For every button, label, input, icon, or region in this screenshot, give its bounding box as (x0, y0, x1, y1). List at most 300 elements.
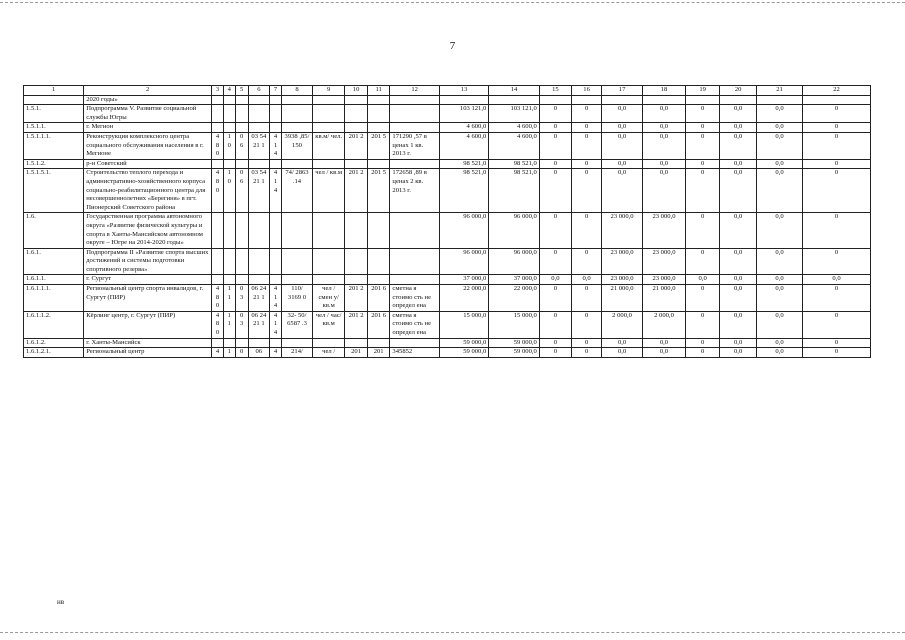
table-cell: 0 (539, 105, 571, 123)
column-number-row (24, 86, 871, 96)
table-cell (212, 159, 224, 169)
column-number-cell: 17 (602, 86, 643, 96)
table-cell: 0,0 (756, 159, 802, 169)
table-cell: 0 (572, 132, 602, 159)
table-cell (345, 213, 368, 248)
table-cell: 0,0 (720, 285, 757, 312)
row-name-cell: г. Ханты-Мансийск (84, 338, 212, 348)
table-cell: 98 521,0 (489, 159, 540, 169)
table-cell (803, 95, 871, 105)
table-cell: 0,0 (756, 169, 802, 213)
table-cell: 0 (539, 213, 571, 248)
table-cell (270, 105, 282, 123)
table-cell: 110/ 3169 0 (281, 285, 312, 312)
table-cell: 0,0 (602, 338, 643, 348)
table-row (24, 311, 871, 338)
table-cell: 0 (803, 105, 871, 123)
table-cell: 1 1 (223, 285, 235, 312)
table-cell: 4 600,0 (489, 132, 540, 159)
table-cell: 0 3 (235, 311, 248, 338)
table-cell (212, 248, 224, 275)
table-cell: 0 (685, 348, 719, 358)
table-cell: 0 (572, 311, 602, 338)
table-cell: 0 (803, 338, 871, 348)
table-cell: 201 6 (367, 285, 390, 312)
table-cell: 4 1 4 (270, 169, 282, 213)
table-cell (345, 248, 368, 275)
table-cell: 1 (223, 348, 235, 358)
table-cell (367, 95, 390, 105)
table-cell: 0 (803, 169, 871, 213)
table-cell (212, 213, 224, 248)
row-code-cell: 1.5.1. (24, 105, 84, 123)
table-cell: 0 (572, 123, 602, 133)
table-cell: 201 5 (367, 169, 390, 213)
table-cell: 06 24 21 1 (248, 311, 269, 338)
column-number-cell: 1 (24, 86, 84, 96)
table-cell: 0 (572, 348, 602, 358)
table-cell: 171290 ,57 в ценах 1 кв. 2013 г. (390, 132, 439, 159)
column-number-cell: 21 (756, 86, 802, 96)
table-cell: 59 000,0 (439, 338, 488, 348)
column-number-cell: 22 (803, 86, 871, 96)
table-cell: 0 (572, 169, 602, 213)
table-cell: 0 (685, 169, 719, 213)
table-cell: 23 000,0 (602, 275, 643, 285)
table-cell: 0 (539, 169, 571, 213)
table-cell: 0 (539, 338, 571, 348)
table-cell: 0,0 (720, 275, 757, 285)
table-cell (212, 95, 224, 105)
table-cell: 0 (685, 132, 719, 159)
table-cell (235, 248, 248, 275)
page-number: 7 (449, 40, 456, 52)
row-name-cell: Государственная программа автономного округа «Развитие физической культуры и спорта в Ханты-Мансийском автономном округе – Югре на 2014-2020 годы» (84, 213, 212, 248)
table-cell (367, 248, 390, 275)
table-cell: 4 600,0 (439, 132, 488, 159)
table-cell: 0 (539, 248, 571, 275)
row-code-cell: 1.6.1.2. (24, 338, 84, 348)
column-number-cell: 14 (489, 86, 540, 96)
table-cell: 96 000,0 (489, 248, 540, 275)
table-cell (223, 248, 235, 275)
table-cell: 0 (539, 132, 571, 159)
table-cell: 0 (803, 123, 871, 133)
table-cell: 0 (572, 285, 602, 312)
table-row (24, 123, 871, 133)
table-cell (270, 123, 282, 133)
table-cell (223, 213, 235, 248)
table-cell (345, 275, 368, 285)
table-cell (345, 159, 368, 169)
table-cell: 96 000,0 (439, 213, 488, 248)
table-cell (223, 95, 235, 105)
table-cell: 4 (270, 348, 282, 358)
table-cell (212, 338, 224, 348)
table-cell: 98 521,0 (439, 159, 488, 169)
table-cell: 0,0 (720, 132, 757, 159)
table-row (24, 248, 871, 275)
table-cell (248, 159, 269, 169)
table-cell: 4 8 0 (212, 132, 224, 159)
table-cell: 0 (803, 311, 871, 338)
table-cell (390, 123, 439, 133)
table-cell (248, 213, 269, 248)
column-number-cell: 10 (345, 86, 368, 96)
column-number-cell: 12 (390, 86, 439, 96)
table-cell: 22 000,0 (489, 285, 540, 312)
table-cell (248, 123, 269, 133)
table-cell: 0,0 (756, 311, 802, 338)
table-cell: сметна я стоимо сть не определ ена (390, 311, 439, 338)
column-number-cell: 15 (539, 86, 571, 96)
table-cell (313, 275, 345, 285)
table-cell: 59 000,0 (439, 348, 488, 358)
row-name-cell: Региональный центр спорта инвалидов, г. Сургут (ПИР) (84, 285, 212, 312)
table-cell: 0,0 (602, 159, 643, 169)
table-cell (367, 338, 390, 348)
table-cell: 1 0 (223, 132, 235, 159)
table-cell: кв.м/ чел. (313, 132, 345, 159)
table-row (24, 338, 871, 348)
table-cell: 23 000,0 (602, 248, 643, 275)
table-cell (367, 123, 390, 133)
scan-edge-bottom (0, 632, 905, 634)
table-cell (270, 338, 282, 348)
table-cell: 03 54 21 1 (248, 169, 269, 213)
row-name-cell: г. Мегион (84, 123, 212, 133)
table-cell (235, 338, 248, 348)
table-cell: 0 3 (235, 285, 248, 312)
row-code-cell: 1.6.1. (24, 248, 84, 275)
table-cell (313, 105, 345, 123)
table-cell: 4 1 4 (270, 132, 282, 159)
column-number-cell: 7 (270, 86, 282, 96)
table-cell: 37 000,0 (489, 275, 540, 285)
table-cell (390, 213, 439, 248)
row-code-cell: 1.5.1.1. (24, 123, 84, 133)
table-cell: 0,0 (642, 159, 685, 169)
table-cell (223, 338, 235, 348)
table-cell: 0 6 (235, 169, 248, 213)
row-name-cell: Строительство теплого перехода и административно-хозяйственного корпуса социально-реабилитационного центра для несовершеннолетних «Берегиня» в пгт. Пионерский Советского района (84, 169, 212, 213)
table-cell: 0,0 (756, 213, 802, 248)
row-code-cell: 1.5.1.5.1. (24, 169, 84, 213)
table-cell: 201 (367, 348, 390, 358)
row-code-cell: 1.5.1.2. (24, 159, 84, 169)
table-cell: 0 (235, 348, 248, 358)
table-cell: 0,0 (756, 348, 802, 358)
table-cell (248, 248, 269, 275)
table-cell: 22 000,0 (439, 285, 488, 312)
table-cell (281, 159, 312, 169)
table-cell: 0 (539, 311, 571, 338)
table-cell (235, 159, 248, 169)
table-cell (390, 95, 439, 105)
column-number-cell: 5 (235, 86, 248, 96)
table-cell (390, 338, 439, 348)
table-cell: 0 (539, 159, 571, 169)
table-row (24, 213, 871, 248)
table-cell: 1 0 (223, 169, 235, 213)
table-cell (281, 123, 312, 133)
table-cell: 0,0 (642, 169, 685, 213)
row-name-cell: р-н Советский (84, 159, 212, 169)
table-cell: 0 (685, 123, 719, 133)
table-cell: 4 600,0 (489, 123, 540, 133)
table-cell: 201 2 (345, 311, 368, 338)
table-cell (223, 105, 235, 123)
table-cell: 0,0 (756, 285, 802, 312)
table-cell (367, 105, 390, 123)
table-cell: 0,0 (720, 169, 757, 213)
row-code-cell: 1.6. (24, 213, 84, 248)
table-cell: 0 (803, 285, 871, 312)
table-cell (270, 275, 282, 285)
table-cell: 0,0 (756, 105, 802, 123)
table-cell: 103 121,0 (489, 105, 540, 123)
table-cell (642, 95, 685, 105)
table-cell: 1 1 (223, 311, 235, 338)
table-cell: 59 000,0 (489, 338, 540, 348)
table-cell: 3938 ,85/ 150 (281, 132, 312, 159)
table-cell: 23 000,0 (642, 213, 685, 248)
table-cell: 201 2 (345, 285, 368, 312)
table-cell: 15 000,0 (439, 311, 488, 338)
column-number-cell: 11 (367, 86, 390, 96)
table-cell: 201 2 (345, 169, 368, 213)
table-cell (685, 95, 719, 105)
table-cell: 4 600,0 (439, 123, 488, 133)
table-cell: 96 000,0 (489, 213, 540, 248)
table-cell (223, 275, 235, 285)
table-cell (270, 95, 282, 105)
table-cell (367, 213, 390, 248)
table-cell: 21 000,0 (642, 285, 685, 312)
table-cell: 0,0 (602, 123, 643, 133)
table-cell: 0 (572, 105, 602, 123)
table-cell: чел / час/ кв.м (313, 311, 345, 338)
table-cell: 23 000,0 (642, 275, 685, 285)
row-code-cell: 1.6.1.1.2. (24, 311, 84, 338)
table-cell: чел / смен у/ кв.м (313, 285, 345, 312)
table-row (24, 95, 871, 105)
table-cell: 0 (685, 338, 719, 348)
column-number-cell: 20 (720, 86, 757, 96)
table-cell (390, 275, 439, 285)
table-cell: 59 000,0 (489, 348, 540, 358)
table-cell: 0 (685, 311, 719, 338)
table-cell: 0 (803, 159, 871, 169)
table-cell: 2 000,0 (642, 311, 685, 338)
table-cell (367, 159, 390, 169)
table-cell: 201 2 (345, 132, 368, 159)
table-cell: 0 (803, 132, 871, 159)
table-cell (313, 213, 345, 248)
table-cell: 0,0 (756, 338, 802, 348)
table-cell (281, 213, 312, 248)
table-cell: 23 000,0 (642, 248, 685, 275)
table-cell: 2 000,0 (602, 311, 643, 338)
table-cell: сметна я стоимо сть не определ ена (390, 285, 439, 312)
table-cell: 37 000,0 (439, 275, 488, 285)
table-cell: 4 1 4 (270, 311, 282, 338)
table-cell: 0 (572, 213, 602, 248)
row-code-cell: 1.6.1.2.1. (24, 348, 84, 358)
column-number-cell: 6 (248, 86, 269, 96)
table-row (24, 169, 871, 213)
table-cell (439, 95, 488, 105)
row-code-cell: 1.6.1.1. (24, 275, 84, 285)
table-cell: 06 (248, 348, 269, 358)
table-cell (270, 248, 282, 275)
table-cell: 4 8 0 (212, 311, 224, 338)
table-cell: 0 6 (235, 132, 248, 159)
table-cell: 172658 ,89 в ценах 2 кв. 2013 г. (390, 169, 439, 213)
table-cell: 0 (803, 348, 871, 358)
table-cell: 0 (539, 348, 571, 358)
table-cell: 0,0 (642, 132, 685, 159)
table-cell: 0,0 (756, 275, 802, 285)
row-code-cell: 1.5.1.1.1. (24, 132, 84, 159)
table-cell (313, 123, 345, 133)
table-cell: 4 8 0 (212, 169, 224, 213)
table-cell: 0 (803, 213, 871, 248)
table-cell: 0,0 (720, 338, 757, 348)
table-cell (235, 275, 248, 285)
table-cell: 0,0 (756, 248, 802, 275)
table-cell (390, 105, 439, 123)
table-cell: 96 000,0 (439, 248, 488, 275)
table-cell: 15 000,0 (489, 311, 540, 338)
row-name-cell: Подпрограмма V. Развитие социальной службы Югры (84, 105, 212, 123)
table-cell: 0,0 (720, 213, 757, 248)
table-cell: 0 (685, 105, 719, 123)
table-cell: 23 000,0 (602, 213, 643, 248)
table-cell (235, 95, 248, 105)
table-cell: 0,0 (720, 159, 757, 169)
table-cell: 0,0 (642, 338, 685, 348)
table-cell: 0,0 (756, 132, 802, 159)
column-number-cell: 16 (572, 86, 602, 96)
column-number-cell: 9 (313, 86, 345, 96)
table-cell (313, 248, 345, 275)
footer-stamp: нв (57, 598, 65, 606)
table-cell (756, 95, 802, 105)
table-cell: 0 (803, 248, 871, 275)
row-code-cell (24, 95, 84, 105)
table-row (24, 105, 871, 123)
table-cell: 98 521,0 (489, 169, 540, 213)
table-cell (345, 123, 368, 133)
row-code-cell: 1.6.1.1.1. (24, 285, 84, 312)
table-cell: 98 521,0 (439, 169, 488, 213)
table-row (24, 132, 871, 159)
table-cell: 0,0 (572, 275, 602, 285)
table-cell: 0,0 (720, 123, 757, 133)
table-cell: чел / кв.м (313, 169, 345, 213)
table-cell: 0 (572, 159, 602, 169)
table-cell: 06 24 21 1 (248, 285, 269, 312)
table-cell: 32- 50/ 6587 .3 (281, 311, 312, 338)
table-cell: 0 (539, 285, 571, 312)
table-cell (720, 95, 757, 105)
table-cell: 201 (345, 348, 368, 358)
table-cell: 0 (572, 338, 602, 348)
column-number-cell: 13 (439, 86, 488, 96)
table-cell: чел / (313, 348, 345, 358)
table-cell: 201 6 (367, 311, 390, 338)
table-cell (270, 213, 282, 248)
table-row (24, 275, 871, 285)
table-cell (281, 275, 312, 285)
table-cell: 0,0 (539, 275, 571, 285)
table-cell: 0,0 (720, 105, 757, 123)
table-cell: 4 (212, 348, 224, 358)
table-cell: 0,0 (685, 275, 719, 285)
column-number-cell: 19 (685, 86, 719, 96)
row-name-cell: Реконструкция комплексного центра социального обслуживания населения в г. Мегионе (84, 132, 212, 159)
table-cell: 0 (685, 213, 719, 248)
row-name-cell: Подпрограмма II «Развитие спорта высших достижений и системы подготовки спортивного резерва» (84, 248, 212, 275)
table-row (24, 159, 871, 169)
table-cell: 214/ (281, 348, 312, 358)
table-cell: 201 5 (367, 132, 390, 159)
table-cell (602, 95, 643, 105)
table-cell (235, 123, 248, 133)
table-cell (235, 213, 248, 248)
table-cell (345, 95, 368, 105)
row-name-cell: 2020 годы» (84, 95, 212, 105)
table-cell: 0,0 (720, 348, 757, 358)
table-cell (235, 105, 248, 123)
table-cell: 0,0 (720, 248, 757, 275)
table-cell (212, 105, 224, 123)
table-cell (313, 338, 345, 348)
table-cell: 0,0 (602, 169, 643, 213)
column-number-cell: 18 (642, 86, 685, 96)
table-cell (248, 95, 269, 105)
table-cell: 345852 (390, 348, 439, 358)
table-cell: 0,0 (642, 105, 685, 123)
table-cell: 0 (572, 248, 602, 275)
table-cell (248, 338, 269, 348)
table-cell (212, 275, 224, 285)
table-cell (212, 123, 224, 133)
table-cell: 0 (685, 248, 719, 275)
table-cell (281, 95, 312, 105)
table-cell (390, 159, 439, 169)
table-cell (223, 123, 235, 133)
table-cell (281, 248, 312, 275)
column-number-cell: 2 (84, 86, 212, 96)
table-cell (248, 275, 269, 285)
table-cell (539, 95, 571, 105)
table-cell (313, 159, 345, 169)
table-row (24, 285, 871, 312)
column-number-cell: 3 (212, 86, 224, 96)
table-cell: 0,0 (720, 311, 757, 338)
table-cell: 4 8 0 (212, 285, 224, 312)
row-name-cell: г. Сургут (84, 275, 212, 285)
table-cell: 4 1 4 (270, 285, 282, 312)
program-table (23, 85, 871, 358)
table-cell (281, 338, 312, 348)
table-cell (248, 105, 269, 123)
table-cell: 0,0 (803, 275, 871, 285)
row-name-cell: Региональный центр (84, 348, 212, 358)
table-cell: 0,0 (602, 132, 643, 159)
